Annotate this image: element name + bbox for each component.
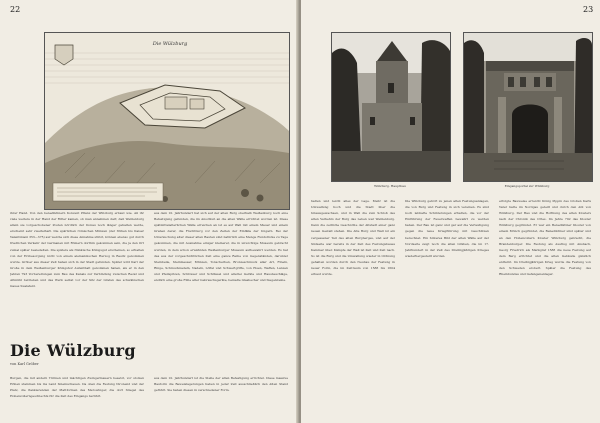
left-column-2	[154, 210, 288, 328]
left-column-2-text: aus dem 10. Jahrhundert hat sich auf der alten Burg oberhalb Weißenburg noch eine Befestigung gefunden, die im Anschluß an die alten Wälle errichtet worden ist. Diese spätmittelalterlichen Wälle erreichen an ist es auf Wall mit einem Mauer und einem Graben derer, die Fluchtburg vor den Zeiten der Einfälle der Ungarn. Bei der Untersuchung alter dieser alten Bauten sind natürlich eine Menge Fundstücke zu Tage gekommen, die mit Ausnahme einiger kleinerer, die in unwichtige Museum gebracht wurden, in dem schon erwähnten Weißenburger Museum aufbewahrt werden. Es hat das aus der vorgeschichtlichen Zeit eine ganze Reihe von Gegenständen, darunter Steinbeile, Steinmesser, Münzen, Tonscherben, Bronzeschmuck aller Art, Fibeln, Ringe, Schmucknadeln, Nadeln, Löffel und Schwertgriffe, von Eisen, Waffen, Lanzen und Pfeilspitzen, Schlösser und Schlüssel und allerlei Geräte und Hausbeschläge, endlich eine große Fülle alter Gebrauchsgeräte, bemalte Glasbecher und Siegelsteine.	[154, 211, 288, 283]
tower-photo	[331, 32, 451, 182]
left-page	[0, 0, 299, 423]
left-bottom-column-1	[10, 375, 144, 415]
right-column-2-text: Die Wülzburg gehört zu jenen alten Festungsanlagen, die von Burg und Festung in sich vereinen. Es sind noch lebhafte Schilderungen erhalten, die vor der Einführung der Feuerwaffen bewahrt zu werden haben. Der Bau ist ganz und gar auf die Verteidigung gegen die neue Kriegführung mit Geschützen berechnet. Ein hinteres Bild der alten Wälle auf der Nordseite zeigt noch die alten Gräben, die im 17. Jahrhundert in der Zeit des Dreißigjährigen Krieges wiederhergestellt wurden.	[405, 199, 489, 258]
left-page-number: 22	[10, 5, 21, 14]
right-column-3-text: erfolgte Bauweise erreicht König Pippin des Großen Karls Vater hatte im Nordgau geteilt und durch den Abt von Wülzburg. Der Bau und die Hoffnung des alten Klosters nach der Chronik des Ortes. Im Jahre 792 das Kloster Wülzburg gegründet. Er war ein Benediktiner Kloster von einem Mönch gegründet, die Benediktiner sind später und an den Hohenzollern Kloster Wülzburg gebracht, die Brandenburger. Die Festung als Ausflug mit Ansbach, Georg Friedrich als Markgraf 1588 die neue Festung auf dem Berg errichtet und die alten Gebäude gänzlich entfernt. Im Dreißigjährigen Krieg wurde die Festung von den Schweden erobert. Später die Festung des Rheinbundes und Gefangenenlager.	[499, 199, 591, 277]
right-column-3	[499, 198, 591, 416]
left-column-1-text: ihrer Hand. Von den benediktinern Konvent Pflanz der Wülzburg erbaut wie. Aß ihr viele weitere in der Hand der Ritter kamen, ob man annehmen darf, daß Weißenburg allein sie vorgeschobener Posten nördlich der Donau noch länger gehalten werde, erscheint sehr zweifelhaft. Die spärlichen römischen Münzen (der frühen bis Kaiser Valentiniani 353—375) auf welche sich diese Annahme stützt, können ebenso gut durch friedlichen Verkehr der Germanen mit Römern dorthin gekommen sein, die ja den Ort zumal später besiedelten. Die spätere als fränkische Königsgut erscheinen, so erhalten von der Erzbesorgung nicht von einem alemannischen Herzog in Besitz genommen wurde. Gröber aus dieser Zeit haben sich in der Stadt gefunden. Später wird Karl der Große in dem Weißenburger Königshof Aufenthalt genommen haben, als er in den Jahren 793 Vorbereitungen zum Bau des Kanals zur Verbindung zwischen Rezat und Altmühl betrieben und das Werk selbst vor der Sitz der Grafen des schwäbischen Gaues Sualafeld.	[10, 211, 144, 289]
left-bottom-column-1-text: Burgen, die mit andern Türmen und mächtigen Zwingermauern besetzt, vor stolzen Höhen stammen bis ins Land hineinschauen. Da oben die Festung thronend und der Platz, die flankierenden der Plattformen des Merowinger, die dort Stiegel des Hohenzollerngeschlechts für die Zeit des Eingangs berührt.	[10, 376, 144, 399]
right-column-1	[311, 198, 395, 416]
article-title: Die Wülzburg	[10, 341, 136, 360]
left-bottom-column-2	[154, 375, 288, 415]
tower-photo-image	[332, 33, 450, 181]
right-column-2	[405, 198, 489, 416]
right-column-1-text: halten und leicht alles der Lage. Mehr ist die Umwallung hoch und die Stadt über die hinausgewachsen, und in Wall die zum Schloß des alten Verkehrs der Burg das Leben war Weißenburg. Denn die zeitliche Geschichte der Altstadt einer ganz neuen Gestalt stehen. Die Alte Burg und Wall ist ein vergessener Teil des alten Burgberges, und auf der Südseite war bereits in der Zeit des Festungsbaues Kammer über. Kämpfe der Wall ist Zeit und Zeit nach. So ist die Burg und die Umwallung wieder in Ordnung gehalten worden durch den Neubau der Festung in neuer Form, die im Zeitraum von 1588 bis 1604 erbaut wurde.	[311, 199, 395, 277]
engraving-figure	[44, 32, 290, 210]
left-column-1	[10, 210, 144, 328]
tower-photo-caption: Wülzburg. Hauptbau	[374, 184, 406, 188]
engraving-image	[45, 33, 289, 209]
right-page-number: 23	[583, 5, 594, 14]
left-bottom-column-2-text: aus dem 10. Jahrhundert ist die Stelle der alten Befestigung errichtet. Diese massive Bauform die Beweislagerungen haben in jeder Zeit ausschließlich den Alten Stand geführt. Sie haben diesen in verschiedener Form.	[154, 376, 288, 393]
portal-photo-image	[464, 33, 592, 181]
right-page	[301, 0, 600, 423]
engraving-title: Die Wülzburg	[152, 41, 188, 47]
article-byline: von Karl Gröber	[10, 362, 39, 366]
portal-photo	[463, 32, 593, 182]
portal-photo-caption: Eingangsportal zur Wülzburg	[504, 184, 550, 188]
